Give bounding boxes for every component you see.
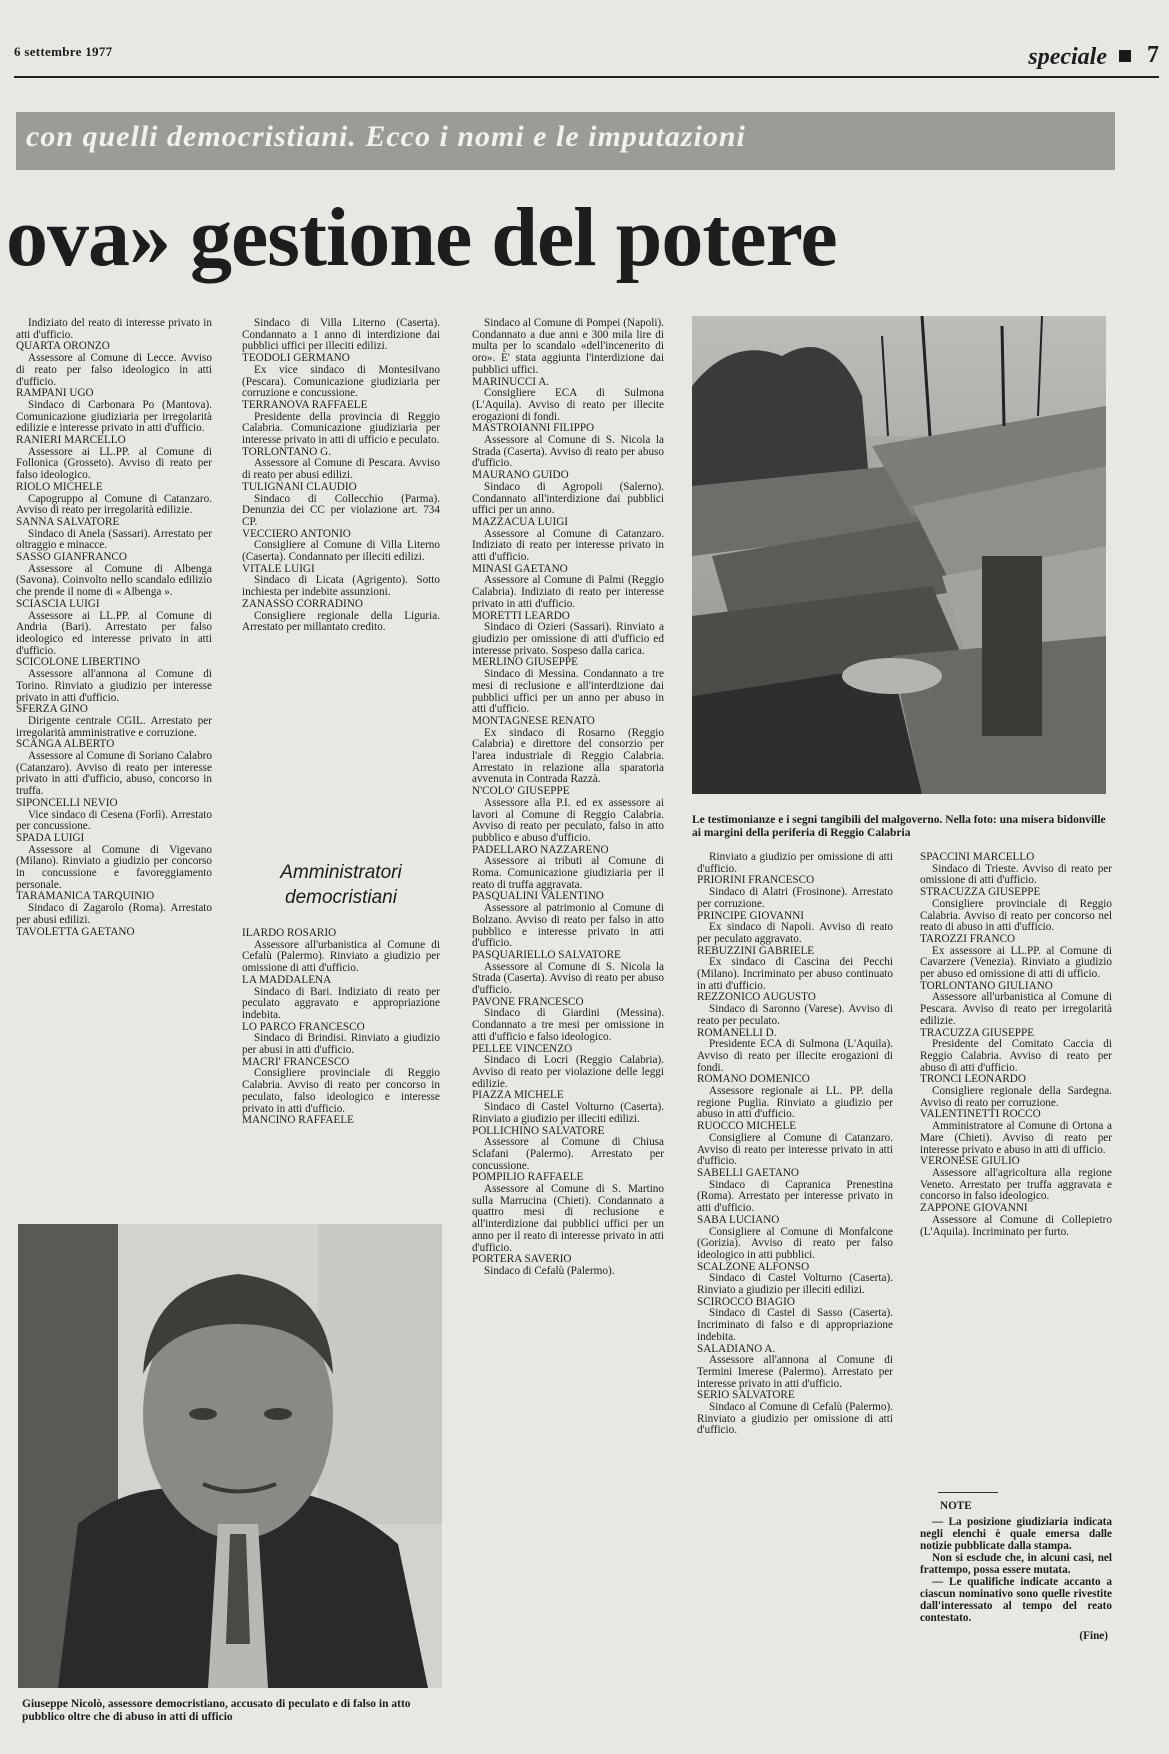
column-2 bbox=[242, 318, 440, 634]
entry-text: Consigliere regionale della Liguria. Arrestato per millantato credito. bbox=[242, 609, 440, 634]
note-paragraph: — Le qualifiche indicate accanto a ciascun nominativo sono quelle rivestite dall'interessato al tempo del reato contestato. bbox=[920, 1576, 1112, 1624]
entry-name: STRACUZZA GIUSEPPE bbox=[920, 886, 1041, 899]
entry-name: TRACUZZA GIUSEPPE bbox=[920, 1026, 1035, 1039]
entry-name: TAVOLETTA GAETANO bbox=[16, 925, 135, 938]
entry-name: MONTAGNESE RENATO bbox=[472, 714, 595, 727]
column-3 bbox=[472, 318, 664, 1278]
entry-name: VITALE LUIGI bbox=[242, 562, 315, 575]
entry-name: PASQUALINI VALENTINO bbox=[472, 890, 604, 903]
entry-text: Assessore al Comune di Soriano Calabro (Catanzaro). Avviso di reato per interesse privato in atti d'ufficio, abuso, concorso in truffa. bbox=[16, 750, 212, 798]
note-end: (Fine) bbox=[1079, 1630, 1108, 1642]
entry-text: Consigliere provinciale di Reggio Calabria. Avviso di reato per concorso nel reato di abuso in atti d'ufficio. bbox=[920, 897, 1112, 934]
entry-text: Ex sindaco di Cascina dei Pecchi (Milano). Incriminato per abuso continuato in atti d'ufficio. bbox=[697, 956, 893, 992]
entry-text: Sindaco di Trieste. Avviso di reato per omissione di atti d'ufficio. bbox=[920, 862, 1112, 887]
entry-name: RUOCCO MICHELE bbox=[697, 1120, 797, 1133]
entry-text: Sindaco al Comune di Pompei (Napoli). Condannato a due anni e 300 mila lire di multa per lo scandalo «dell'incenerito di oro». E' stata aggiunta l'interdizione dai pubblici uffici. bbox=[472, 317, 664, 376]
entry-name: SANNA SALVATORE bbox=[16, 515, 120, 528]
entry-text: Vice sindaco di Cesena (Forlì). Arrestato per concussione. bbox=[16, 808, 212, 833]
entry-text: Sindaco di Castel di Sasso (Caserta). Incriminato di falso e di appropriazione indebita. bbox=[697, 1307, 893, 1343]
entry-text: Presidente del Comitato Caccia di Reggio Calabria. Avviso di reato per abuso di atti d'ufficio. bbox=[920, 1038, 1112, 1074]
entry-text: Sindaco di Locri (Reggio Calabria). Avviso di reato per violazione delle leggi edilizie. bbox=[472, 1054, 664, 1090]
entry-name: RAMPANI UGO bbox=[16, 387, 94, 400]
entry-name: POMPILIO RAFFAELE bbox=[472, 1171, 584, 1184]
entry-text: Assessore al Comune di Vigevano (Milano). Rinviato a giudizio per concorso in concussione e favoreggiamento personale. bbox=[16, 843, 212, 891]
entry-name: PASQUARIELLO SALVATORE bbox=[472, 948, 621, 961]
entry-name: TEODOLI GERMANO bbox=[242, 352, 350, 365]
entry-name: SABA LUCIANO bbox=[697, 1213, 780, 1226]
note-rule bbox=[938, 1492, 998, 1493]
entry-text: Sindaco di Bari. Indiziato di reato per peculato aggravato e appropriazione indebita. bbox=[242, 985, 440, 1021]
entry-name: ILARDO ROSARIO bbox=[242, 927, 337, 939]
entry-name: MARINUCCI A. bbox=[472, 375, 550, 388]
column-5 bbox=[920, 852, 1112, 1238]
entry-name: SFERZA GINO bbox=[16, 703, 88, 716]
photo-caption-left: Giuseppe Nicolò, assessore democristiano, accusato di peculato e di falso in atto pubblico oltre che di abuso in atti di ufficio bbox=[22, 1698, 411, 1723]
entry-name: MAZZACUA LUIGI bbox=[472, 515, 569, 528]
entry-text: Assessore ai LL.PP. al Comune di Andria (Bari). Arrestato per falso ideologico ed interesse privato in atti d'ufficio. bbox=[16, 609, 212, 657]
entry-name: N'COLO' GIUSEPPE bbox=[472, 785, 570, 798]
entry-text: Assessore al Comune di Chiusa Sclafani (Palermo). Arrestato per concussione. bbox=[472, 1136, 664, 1172]
entry-name: QUARTA ORONZO bbox=[16, 340, 110, 353]
entry-text: Assessore all'urbanistica al Comune di Cefalù (Palermo). Rinviato a giudizio per omissione di atti d'ufficio. bbox=[242, 938, 440, 975]
entry-name: SERIO SALVATORE bbox=[697, 1389, 795, 1402]
entry-text: Assessore alla P.I. ed ex assessore ai lavori al Comune di Reggio Calabria. Avviso di reato per peculato, falso in atto pubblico e abuso d'ufficio. bbox=[472, 796, 664, 844]
entry-name: MASTROIANNI FILIPPO bbox=[472, 422, 595, 435]
entry-text: Assessore all'agricoltura alla regione Veneto. Arrestato per truffa aggravata e concorso in falso ideologico. bbox=[920, 1166, 1112, 1203]
entry-name: SCANGA ALBERTO bbox=[16, 738, 115, 751]
entry-name: PADELLARO NAZZARENO bbox=[472, 843, 609, 856]
entry-text: Sindaco di Brindisi. Rinviato a giudizio per abusi in atti d'ufficio. bbox=[242, 1032, 440, 1057]
entry-name: SCALZONE ALFONSO bbox=[697, 1260, 810, 1273]
entry-name: VALENTINETTI ROCCO bbox=[920, 1108, 1041, 1121]
entry-name: VERONESE GIULIO bbox=[920, 1155, 1020, 1168]
note-title: NOTE bbox=[940, 1500, 972, 1512]
entry-name: PRIORINI FRANCESCO bbox=[697, 874, 815, 887]
entry-text: Ex assessore ai LL.PP. al Comune di Cavarzere (Venezia). Rinviato a giudizio per abuso ed omissione di atti di ufficio. bbox=[920, 944, 1112, 981]
headline: ova» gestione del potere bbox=[6, 191, 837, 284]
entry-name: POLLICHINO SALVATORE bbox=[472, 1124, 605, 1137]
entry-text: Sindaco di Zagarolo (Roma). Arrestato per abusi edilizi. bbox=[16, 902, 212, 926]
entry-text: Assessore al Comune di Catanzaro. Indiziato di reato per interesse privato in atti d'ufficio. bbox=[472, 527, 664, 564]
entry-text: Sindaco di Capranica Prenestina (Roma). Arrestato per interesse privato in atti d'ufficio. bbox=[697, 1178, 893, 1215]
entry-name: MACRI' FRANCESCO bbox=[242, 1055, 350, 1068]
entry-text: Sindaco di Saronno (Varese). Avviso di reato per peculato. bbox=[697, 1003, 893, 1027]
entry-name: SABELLI GAETANO bbox=[697, 1166, 799, 1179]
entry-text: Sindaco di Ozieri (Sassari). Rinviato a giudizio per omissione di atti d'ufficio ed interesse privato. Sospeso dalla carica. bbox=[472, 621, 664, 657]
entry-name: MANCINO RAFFAELE bbox=[242, 1114, 354, 1127]
entry-text: Assessore al patrimonio al Comune di Bolzano. Avviso di reato per falso in atto pubblico e interesse privato in atti d'ufficio. bbox=[472, 902, 664, 950]
editor-note bbox=[920, 1500, 1112, 1642]
entry-name: ROMANO DOMENICO bbox=[697, 1073, 810, 1086]
entry-text: Sindaco di Villa Literno (Caserta). Condannato a 1 anno di interdizione dai pubblici uffici per illeciti edilizi. bbox=[242, 317, 440, 353]
entry-text: Sindaco di Licata (Agrigento). Sotto inchiesta per indebite assunzioni. bbox=[242, 574, 440, 599]
entry-name: SCIASCIA LUIGI bbox=[16, 597, 100, 610]
entry-name: TARAMANICA TARQUINIO bbox=[16, 890, 155, 903]
entry-text: Consigliere al Comune di Catanzaro. Avviso di reato per interesse privato in atti d'ufficio. bbox=[697, 1131, 893, 1168]
entry-text: Dirigente centrale CGIL. Arrestato per irregolarità amministrative e corruzione. bbox=[16, 714, 212, 739]
entry-name: MORETTI LEARDO bbox=[472, 609, 570, 622]
note-paragraph: Non si esclude che, in alcuni casi, nel frattempo, possa essere mutata. bbox=[920, 1552, 1112, 1576]
entry-text: Ex sindaco di Napoli. Avviso di reato per peculato aggravato. bbox=[697, 921, 893, 945]
entry-name: TRONCI LEONARDO bbox=[920, 1073, 1026, 1086]
entry-name: ZAPPONE GIOVANNI bbox=[920, 1202, 1028, 1215]
entry-text: Sindaco di Cefalù (Palermo). bbox=[484, 1264, 615, 1277]
entry-text: Ex sindaco di Rosarno (Reggio Calabria) e direttore del consorzio per l'area industriale di Reggio Calabria. Arrestato in relazione alla sparatoria avvenuta in Contrada Razzà. bbox=[472, 726, 664, 786]
entry-text: Indiziato del reato di interesse privato in atti d'ufficio. bbox=[16, 317, 212, 341]
entry-name: ROMANELLI D. bbox=[697, 1026, 777, 1039]
entry-text: Sindaco di Alatri (Frosinone). Arrestato per corruzione. bbox=[697, 886, 893, 910]
entry-name: SPACCINI MARCELLO bbox=[920, 851, 1035, 863]
issue-date: 6 settembre 1977 bbox=[14, 44, 113, 59]
entry-text: Assessore all'annona al Comune di Torino. Rinviato a giudizio per interesse privato in atti d'ufficio. bbox=[16, 668, 212, 704]
entry-name: SPADA LUIGI bbox=[16, 831, 85, 844]
entry-text: Presidente della provincia di Reggio Calabria. Comunicazione giudiziaria per interesse privato in atti di ufficio e peculato. bbox=[242, 410, 440, 447]
entry-name: ZANASSO CORRADINO bbox=[242, 597, 363, 610]
entry-text: Sindaco di Anela (Sassari). Arrestato per oltraggio e minacce. bbox=[16, 527, 212, 552]
page-number: 7 bbox=[1147, 42, 1159, 68]
entry-name: PIAZZA MICHELE bbox=[472, 1089, 564, 1102]
portrait-photo bbox=[18, 1224, 442, 1688]
entry-text: Assessore al Comune di Lecce. Avviso di reato per falso ideologico in atti d'ufficio. bbox=[16, 352, 212, 388]
entry-text: Ex vice sindaco di Montesilvano (Pescara). Comunicazione giudiziaria per corruzione e concussione. bbox=[242, 363, 440, 400]
entry-text: Assessore al Comune di Palmi (Reggio Calabria). Indiziato di reato per interesse privato in atti d'ufficio. bbox=[472, 574, 664, 610]
note-paragraph: — La posizione giudiziaria indicata negli elenchi è quale emersa dalle notizie pubblicate dalla stampa. bbox=[920, 1516, 1112, 1552]
entry-text: Consigliere al Comune di Villa Literno (Caserta). Condannato per illeciti edilizi. bbox=[242, 539, 440, 564]
entry-name: SCICOLONE LIBERTINO bbox=[16, 656, 140, 669]
entry-text: Sindaco di Giardini (Messina). Condannato a tre mesi per omissione in atti d'ufficio e falso ideologico. bbox=[472, 1007, 664, 1043]
entry-text: Consigliere al Comune di Monfalcone (Gorizia). Avviso di reato per falso ideologico in atti pubblici. bbox=[697, 1225, 893, 1261]
entry-name: REZZONICO AUGUSTO bbox=[697, 991, 816, 1004]
entry-text: Assessore al Comune di Collepietro (L'Aquila). Incriminato per furto. bbox=[920, 1213, 1112, 1238]
entry-text: Assessore al Comune di Albenga (Savona). Coinvolto nello scandalo edilizio che prende il nome di « Albenga ». bbox=[16, 562, 212, 599]
entry-text: Assessore al Comune di S. Nicola la Strada (Caserta). Avviso di reato per abuso d'ufficio. bbox=[472, 434, 664, 470]
entry-name: RIOLO MICHELE bbox=[16, 480, 103, 493]
entry-name: TORLONTANO G. bbox=[242, 445, 332, 458]
entry-text: Sindaco di Castel Volturno (Caserta). Rinviato a giudizio per illeciti edilizi. bbox=[472, 1101, 664, 1125]
entry-name: MERLINO GIUSEPPE bbox=[472, 656, 578, 669]
entry-name: PAVONE FRANCESCO bbox=[472, 995, 584, 1008]
entry-text: Consigliere ECA di Sulmona (L'Aquila). Avviso di reato per illecite erogazioni di fondi. bbox=[472, 387, 664, 423]
entry-text: Sindaco di Messina. Condannato a tre mesi di reclusione e all'interdizione dai pubblici uffici per un anno per abuso in atti d'ufficio. bbox=[472, 668, 664, 716]
kicker-banner bbox=[16, 112, 1115, 170]
entry-text: Assessore all'urbanistica al Comune di Pescara. Avviso di reato per irregolarità edilizie. bbox=[920, 991, 1112, 1027]
entry-text: Sindaco di Agropoli (Salerno). Condannato all'interdizione dai pubblici uffici per un anno. bbox=[472, 480, 664, 517]
entry-name: REBUZZINI GABRIELE bbox=[697, 944, 815, 957]
entry-name: PORTERA SAVERIO bbox=[472, 1253, 572, 1266]
entry-name: TORLONTANO GIULIANO bbox=[920, 979, 1053, 992]
column-1 bbox=[16, 318, 212, 938]
entry-text: Presidente ECA di Sulmona (L'Aquila). Avviso di reato per illecite erogazioni di fondi. bbox=[697, 1038, 893, 1074]
entry-text: Sindaco di Castel Volturno (Caserta). Rinviato a giudizio per illeciti edilizi. bbox=[697, 1272, 893, 1297]
entry-name: LA MADDALENA bbox=[242, 973, 332, 986]
entry-text: Sindaco al Comune di Cefalù (Palermo). Rinviato a giudizio per omissione di atti d'ufficio. bbox=[697, 1401, 893, 1437]
entry-name: SASSO GIANFRANCO bbox=[16, 551, 127, 564]
entry-text: Capogruppo al Comune di Catanzaro. Avviso di reato per irregolarità edilizie. bbox=[16, 492, 212, 517]
entry-text: Assessore ai tributi al Comune di Roma. Comunicazione giudiziaria per il reato di truffa aggravata. bbox=[472, 855, 664, 891]
entry-name: MAURANO GUIDO bbox=[472, 469, 569, 482]
entry-text: Rinviato a giudizio per omissione di atti d'ufficio. bbox=[697, 851, 893, 875]
header-rule bbox=[14, 76, 1159, 78]
entry-text: Assessore ai LL.PP. al Comune di Follonica (Grosseto). Avviso di reato per falso ideologico. bbox=[16, 445, 212, 482]
column-2-lower bbox=[242, 928, 440, 1127]
column-4 bbox=[697, 852, 893, 1437]
photo-caption-right: Le testimonianze e i segni tangibili del malgoverno. Nella foto: una misera bidonville ai margini della periferia di Reggio Calabria bbox=[692, 814, 1106, 839]
entry-name: SALADIANO A. bbox=[697, 1342, 776, 1355]
entry-name: TAROZZI FRANCO bbox=[920, 932, 1016, 945]
entry-text: Assessore al Comune di Pescara. Avviso di reato per abusi edilizi. bbox=[242, 457, 440, 482]
entry-text: Amministratore al Comune di Ortona a Mare (Chieti). Avviso di reato per interesse privato e abuso in atti di ufficio. bbox=[920, 1120, 1112, 1156]
entry-name: SIPONCELLI NEVIO bbox=[16, 796, 118, 809]
subhead: Amministratori democristiani bbox=[280, 862, 402, 908]
entry-name: VECCIERO ANTONIO bbox=[242, 527, 351, 540]
entry-name: RANIERI MARCELLO bbox=[16, 434, 126, 447]
entry-text: Sindaco di Carbonara Po (Mantova). Comunicazione giudiziaria per irregolarità edilizie e interesse privato in atti d'ufficio. bbox=[16, 398, 212, 435]
entry-name: TULIGNANI CLAUDIO bbox=[242, 480, 357, 493]
entry-text: Consigliere provinciale di Reggio Calabria. Avviso di reato per concorso in peculato, falso ideologico e interesse privato in atti d'ufficio. bbox=[242, 1067, 440, 1115]
entry-text: Consigliere regionale della Sardegna. Avviso di reato per corruzione. bbox=[920, 1085, 1112, 1109]
entry-text: Assessore al Comune di S. Martino sulla Marrucina (Chieti). Condannato a quattro mesi di reclusione e all'interdizione dai pubblici uffici per un anno per il reato di interesse privato in atti d'ufficio. bbox=[472, 1183, 664, 1254]
entry-text: Assessore regionale ai LL. PP. della regione Puglia. Rinviato a giudizio per abuso in atti d'ufficio. bbox=[697, 1085, 893, 1121]
entry-name: PELLEE VINCENZO bbox=[472, 1042, 573, 1055]
entry-name: TERRANOVA RAFFAELE bbox=[242, 398, 368, 411]
entry-text: Assessore al Comune di S. Nicola la Strada (Caserta). Avviso di reato per abuso d'ufficio. bbox=[472, 960, 664, 997]
entry-name: SCIROCCO BIAGIO bbox=[697, 1295, 795, 1308]
section-name: speciale bbox=[1028, 44, 1107, 70]
entry-name: LO PARCO FRANCESCO bbox=[242, 1020, 365, 1033]
kicker-text: con quelli democristiani. Ecco i nomi e le imputazioni bbox=[26, 120, 746, 153]
entry-name: MINASI GAETANO bbox=[472, 562, 568, 575]
entry-text: Assessore all'annona al Comune di Termini Imerese (Palermo). Arrestato per interesse privato in atti d'ufficio. bbox=[697, 1354, 893, 1390]
bidonville-photo bbox=[692, 316, 1106, 794]
section-square-icon bbox=[1119, 50, 1131, 62]
entry-name: PRINCIPE GIOVANNI bbox=[697, 909, 805, 922]
entry-text: Sindaco di Collecchio (Parma). Denunzia dei CC per violazione art. 734 CP. bbox=[242, 492, 440, 528]
